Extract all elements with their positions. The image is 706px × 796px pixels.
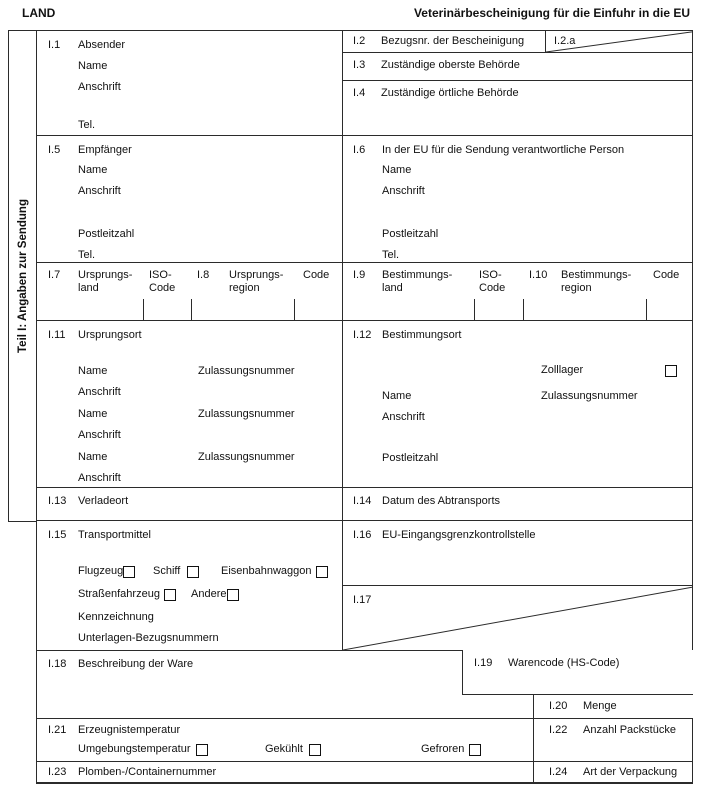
address-label: Anschrift <box>78 472 121 484</box>
field-label: Menge <box>583 700 617 712</box>
field-number: I.12 <box>353 329 372 341</box>
field-label: Erzeugnistemperatur <box>78 724 181 736</box>
field-i11-place-of-origin <box>36 320 342 487</box>
railway-wagon-label: Eisenbahnwaggon <box>221 565 312 577</box>
field-i2a <box>545 30 693 52</box>
documentary-references-label: Unterlagen-Bezugsnummern <box>78 632 219 644</box>
field-i15-means-of-transport <box>36 520 342 650</box>
field-number: I.10 <box>529 269 548 281</box>
address-label: Anschrift <box>78 185 121 197</box>
postcode-label: Postleitzahl <box>78 228 135 240</box>
field-label: Empfänger <box>78 144 132 156</box>
field-number: I.1 <box>48 39 61 51</box>
other-checkbox[interactable] <box>227 589 239 601</box>
field-label: Zuständige oberste Behörde <box>381 59 520 71</box>
field-i12-place-of-destination <box>342 320 693 487</box>
field-i21-product-temperature <box>36 718 533 761</box>
field-i24-type-of-packaging <box>533 761 693 784</box>
name-label: Name <box>382 164 412 176</box>
code-label: Code <box>653 269 680 281</box>
origin-region-label-line2: region <box>229 282 260 294</box>
field-number: I.19 <box>474 657 493 669</box>
airplane-label: Flugzeug <box>78 565 124 577</box>
iso-code-label-line1: ISO- <box>149 269 172 281</box>
field-i19-commodity-code <box>462 650 693 695</box>
field-label: Anzahl Packstücke <box>583 724 676 736</box>
ambient-temperature-checkbox[interactable] <box>196 744 208 756</box>
ambient-temperature-label: Umgebungstemperatur <box>78 743 191 755</box>
field-number: I.13 <box>48 495 67 507</box>
airplane-checkbox[interactable] <box>123 566 135 578</box>
field-number: I.23 <box>48 766 67 778</box>
destination-region-label-line1: Bestimmungs- <box>561 269 632 281</box>
field-i5-consignee <box>36 135 342 262</box>
field-number: I.17 <box>353 594 372 606</box>
field-number: I.24 <box>549 766 568 778</box>
field-label: Plomben-/Containernummer <box>78 766 217 778</box>
name-label: Name <box>78 408 108 420</box>
crossed-out-diagonal <box>343 586 692 650</box>
code-label: Code <box>303 269 330 281</box>
field-label: In der EU für die Sendung verantwortliche Person <box>382 144 625 156</box>
page-title: Veterinärbescheinigung für die Einfuhr in die EU <box>413 6 690 20</box>
frozen-label: Gefroren <box>421 743 465 755</box>
ship-label: Schiff <box>153 565 181 577</box>
approval-number-label: Zulassungsnummer <box>198 365 295 377</box>
field-number: I.6 <box>353 144 366 156</box>
origin-country-label-line1: Ursprungs- <box>78 269 133 281</box>
field-number: I.9 <box>353 269 366 281</box>
field-label: Bezugsnr. der Bescheinigung <box>381 35 525 47</box>
field-label: Absender <box>78 39 126 51</box>
field-number: I.22 <box>549 724 568 736</box>
field-i22-number-of-packages <box>533 718 693 761</box>
tel-label: Tel. <box>382 249 400 261</box>
field-i9-i10-destination <box>342 262 693 320</box>
column-divider <box>143 299 144 321</box>
column-divider <box>646 299 647 321</box>
address-label: Anschrift <box>78 386 121 398</box>
field-label: Art der Verpackung <box>583 766 678 778</box>
name-label: Name <box>382 390 412 402</box>
part1-sidebar-label: Teil I: Angaben zur Sendung <box>16 199 29 353</box>
field-label: Ursprungsort <box>78 329 142 341</box>
field-number: I.3 <box>353 59 366 71</box>
field-number: I.8 <box>197 269 210 281</box>
name-label: Name <box>78 365 108 377</box>
address-label: Anschrift <box>382 411 425 423</box>
approval-number-label: Zulassungsnummer <box>198 451 295 463</box>
field-label: Transportmittel <box>78 529 151 541</box>
field-number: I.21 <box>48 724 67 736</box>
address-label: Anschrift <box>78 429 121 441</box>
other-label: Andere <box>191 588 227 600</box>
approval-number-label: Zulassungsnummer <box>541 390 638 402</box>
column-divider <box>474 299 475 321</box>
field-i20-quantity <box>533 695 693 718</box>
field-i23-seal-container-number <box>36 761 533 784</box>
customs-warehouse-label: Zolllager <box>541 364 584 376</box>
field-i14-departure-date <box>342 487 693 520</box>
field-label: Datum des Abtransports <box>382 495 501 507</box>
field-number: I.20 <box>549 700 568 712</box>
iso-code-label-line1: ISO- <box>479 269 502 281</box>
field-i6-responsible-person <box>342 135 693 262</box>
name-label: Name <box>78 60 108 72</box>
name-label: Name <box>78 164 108 176</box>
country-label: LAND <box>22 6 56 20</box>
origin-country-label-line2: land <box>78 282 99 294</box>
railway-wagon-checkbox[interactable] <box>316 566 328 578</box>
chilled-label: Gekühlt <box>265 743 303 755</box>
field-number: I.5 <box>48 144 61 156</box>
field-i2-certificate-ref <box>342 30 545 52</box>
approval-number-label: Zulassungsnummer <box>198 408 295 420</box>
field-i3-central-authority <box>342 52 693 80</box>
address-label: Anschrift <box>78 81 121 93</box>
postcode-label: Postleitzahl <box>382 228 439 240</box>
tel-label: Tel. <box>78 249 96 261</box>
road-vehicle-checkbox[interactable] <box>164 589 176 601</box>
ship-checkbox[interactable] <box>187 566 199 578</box>
field-i13-place-of-loading <box>36 487 342 520</box>
part1-sidebar <box>8 30 37 522</box>
field-number: I.2.a <box>554 35 576 47</box>
column-divider <box>294 299 295 321</box>
destination-country-label-line1: Bestimmungs- <box>382 269 453 281</box>
iso-code-label-line2: Code <box>149 282 176 294</box>
field-i17 <box>342 585 693 650</box>
name-label: Name <box>78 451 108 463</box>
field-label: Beschreibung der Ware <box>78 658 194 670</box>
tel-label: Tel. <box>78 119 96 131</box>
origin-region-label-line1: Ursprungs- <box>229 269 284 281</box>
column-divider <box>523 299 524 321</box>
identification-label: Kennzeichnung <box>78 611 154 623</box>
field-label: EU-Eingangsgrenzkontrollstelle <box>382 529 536 541</box>
field-number: I.2 <box>353 35 366 47</box>
field-label: Zuständige örtliche Behörde <box>381 87 519 99</box>
field-i7-i8-origin <box>36 262 342 320</box>
address-label: Anschrift <box>382 185 425 197</box>
field-number: I.4 <box>353 87 366 99</box>
field-number: I.7 <box>48 269 61 281</box>
postcode-label: Postleitzahl <box>382 452 439 464</box>
customs-warehouse-checkbox[interactable] <box>665 365 677 377</box>
field-number: I.15 <box>48 529 67 541</box>
frozen-checkbox[interactable] <box>469 744 481 756</box>
field-i1-consignor <box>36 30 342 135</box>
field-label: Warencode (HS-Code) <box>508 657 620 669</box>
road-vehicle-label: Straßenfahrzeug <box>78 588 160 600</box>
field-i4-local-authority <box>342 80 693 135</box>
field-number: I.18 <box>48 658 67 670</box>
field-i16-entry-bip <box>342 520 693 585</box>
field-number: I.16 <box>353 529 372 541</box>
chilled-checkbox[interactable] <box>309 744 321 756</box>
field-number: I.14 <box>353 495 372 507</box>
field-label: Bestimmungsort <box>382 329 462 341</box>
field-number: I.11 <box>48 329 66 341</box>
field-label: Verladeort <box>78 495 129 507</box>
iso-code-label-line2: Code <box>479 282 506 294</box>
destination-region-label-line2: region <box>561 282 592 294</box>
column-divider <box>191 299 192 321</box>
destination-country-label-line2: land <box>382 282 403 294</box>
